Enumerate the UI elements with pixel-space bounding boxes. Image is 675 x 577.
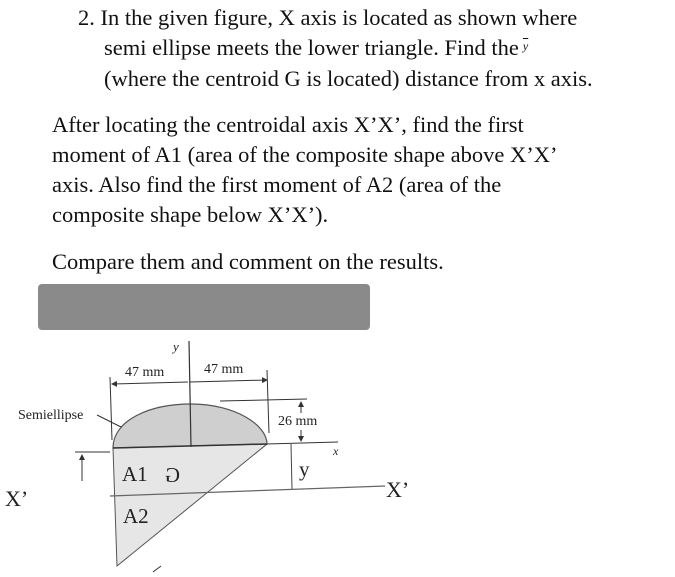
para2-line-2: moment of A1 (area of the composite shape above X’X’ xyxy=(52,142,558,167)
dim-height-label: 26 mm xyxy=(278,414,318,429)
para2-line-1: After locating the centroidal axis X’X’, find the first xyxy=(52,112,524,137)
axis-left-label: X’ xyxy=(5,486,29,511)
x-axis-label: x xyxy=(333,444,339,458)
semiellipse-label: Semiellipse xyxy=(18,408,84,423)
y-distance-label: y xyxy=(299,457,310,481)
dim-left-label: 47 mm xyxy=(125,365,165,380)
para3: Compare them and comment on the results. xyxy=(52,249,444,274)
question-line-1: 2. In the given figure, X axis is located as shown where xyxy=(78,5,578,30)
area1-label: A1 xyxy=(122,462,148,486)
area2-label: A2 xyxy=(123,504,149,528)
para2-line-3: axis. Also find the first moment of A2 (area of the xyxy=(52,172,502,197)
y-axis-label: y xyxy=(173,339,179,354)
question-line-3: (where the centroid G is located) distance from x axis. xyxy=(104,66,593,91)
dim-right-label: 47 mm xyxy=(204,362,244,377)
y-bar-symbol: y xyxy=(522,39,529,53)
para2-line-4: composite shape below X’X’). xyxy=(52,202,329,227)
centroid-label: G xyxy=(164,463,180,487)
question-line-2-text: semi ellipse meets the lower triangle. Find the xyxy=(104,35,519,60)
axis-right-label: X’ xyxy=(386,477,410,502)
